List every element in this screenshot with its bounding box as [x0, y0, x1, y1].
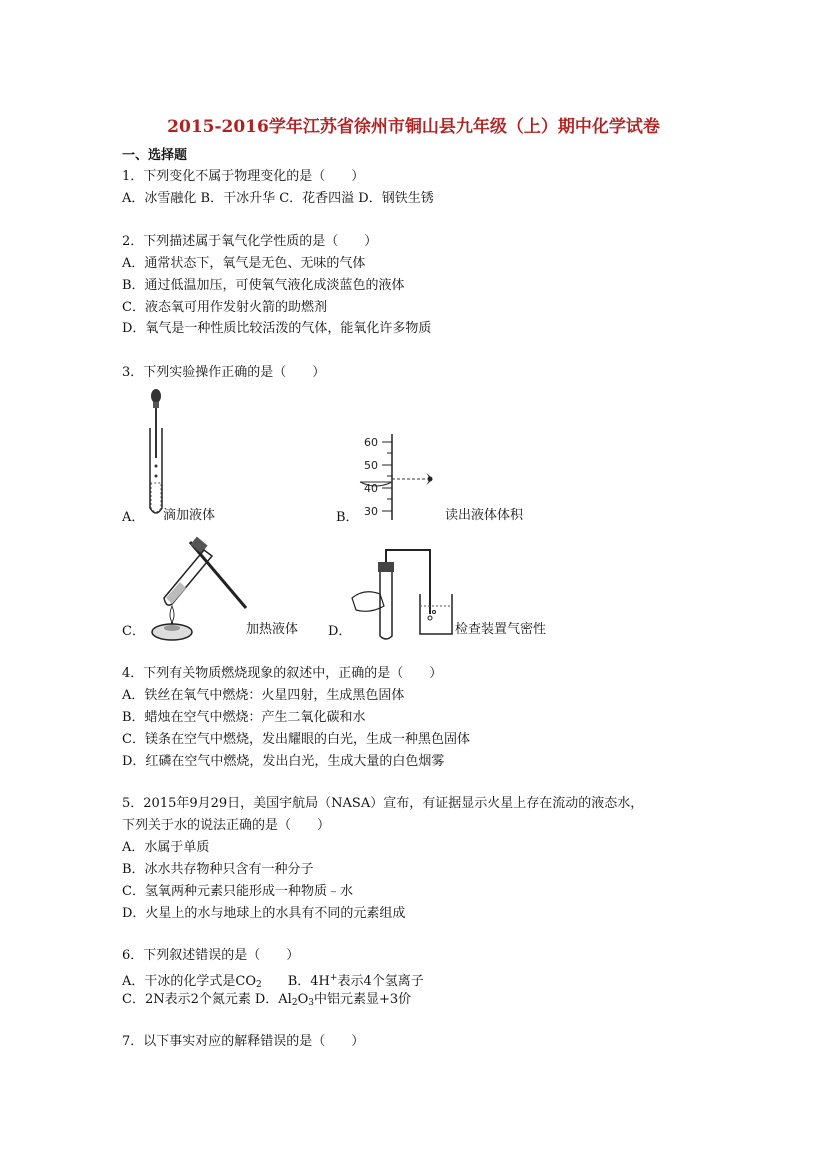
q2-option-b: B．通过低温加压，可使氧气液化成淡蓝色的液体: [122, 278, 405, 293]
cylinder-tick-50: 50: [364, 459, 378, 472]
dropper-test-tube-illustration: [140, 388, 180, 524]
cylinder-tick-30: 30: [364, 505, 378, 518]
q1-options: A．冰雪融化 B．干冰升华 C．花香四溢 D．钢铁生锈: [122, 191, 434, 206]
q6-option-d-subscript1: 2: [291, 998, 298, 1008]
q6-option-c: C．2N表示2个氮元素: [122, 992, 251, 1007]
q3-option-c-label: 加热液体: [246, 622, 299, 637]
q6-options-cd: [122, 992, 411, 1011]
q4-stem: 4．下列有关物质燃烧现象的叙述中，正确的是（ ）: [122, 666, 443, 681]
cylinder-tick-60: 60: [364, 436, 378, 449]
q5-option-c: C．氢氧两种元素只能形成一种物质﹣水: [122, 884, 353, 899]
q3-option-d-label: 检查装置气密性: [455, 622, 547, 637]
airtightness-check-illustration: [350, 544, 460, 640]
q2-option-d: D．氧气是一种性质比较活泼的气体，能氧化许多物质: [122, 321, 432, 336]
q6-option-a-subscript: 2: [256, 980, 262, 990]
q6-option-d-part3: 中铝元素显+3价: [314, 992, 412, 1007]
q3-option-a-label: 滴加液体: [163, 508, 216, 523]
section-heading: 一、选择题: [122, 148, 188, 163]
q5-option-b: B．冰水共存物种只含有一种分子: [122, 862, 314, 877]
q6-option-b-part1: B．4H: [287, 974, 330, 989]
q5-stem-line1: 5．2015年9月29日，美国宇航局（NASA）宣布，有证据显示火星上存在流动的液态水，: [122, 796, 644, 811]
exam-title: 2015-2016学年江苏省徐州市铜山县九年级（上）期中化学试卷: [167, 117, 660, 137]
q4-option-a: A．铁丝在氧气中燃烧：火星四射，生成黑色固体: [122, 688, 405, 703]
q6-option-a: A．干冰的化学式是CO: [122, 974, 256, 989]
heating-liquid-illustration: [146, 536, 250, 644]
q3-option-a-letter: A．: [122, 510, 145, 525]
q1-stem: 1．下列变化不属于物理变化的是（ ）: [122, 169, 365, 184]
q6-stem: 6．下列叙述错误的是（ ）: [122, 948, 300, 963]
q6-option-d-part1: D．Al: [254, 992, 292, 1007]
q3-stem: 3．下列实验操作正确的是（ ）: [122, 365, 326, 380]
q3-option-b-letter: B．: [336, 510, 359, 525]
q5-option-a: A．水属于单质: [122, 840, 210, 855]
q5-stem-line2: 下列关于水的说法正确的是（ ）: [122, 818, 331, 833]
q3-option-c-letter: C．: [122, 624, 145, 639]
q3-option-d-letter: D．: [328, 624, 352, 639]
q5-option-d: D．火星上的水与地球上的水具有不同的元素组成: [122, 906, 406, 921]
q2-stem: 2．下列描述属于氧气化学性质的是（ ）: [122, 234, 378, 249]
q7-stem: 7．以下事实对应的解释错误的是（ ）: [122, 1034, 365, 1049]
graduated-cylinder-illustration: [356, 432, 456, 522]
q4-option-c: C．镁条在空气中燃烧，发出耀眼的白光，生成一种黑色固体: [122, 732, 470, 747]
q4-option-d: D．红磷在空气中燃烧，发出白光，生成大量的白色烟雾: [122, 754, 445, 769]
q2-option-a: A．通常状态下，氧气是无色、无味的气体: [122, 256, 366, 271]
q6-option-b-superscript: +: [329, 973, 338, 983]
cylinder-tick-40: 40: [364, 482, 378, 495]
q6-options-ab: [122, 970, 424, 993]
q6-option-b-part2: 表示4个氢离子: [337, 974, 424, 989]
q6-option-d-part2: O: [297, 992, 309, 1007]
q2-option-c: C．液态氧可用作发射火箭的助燃剂: [122, 300, 327, 315]
q4-option-b: B．蜡烛在空气中燃烧：产生二氧化碳和水: [122, 710, 366, 725]
q3-option-b-label: 读出液体体积: [445, 508, 524, 523]
q6-option-d-subscript2: 3: [308, 998, 314, 1008]
